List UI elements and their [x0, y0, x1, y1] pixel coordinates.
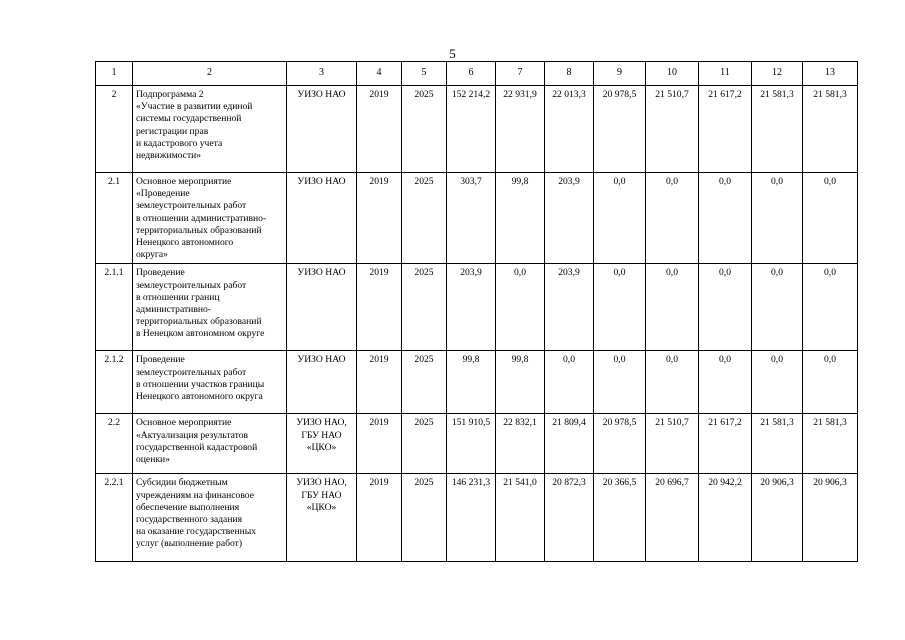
row-value-col7: 21 541,0 — [496, 474, 545, 562]
row-value-col12: 20 906,3 — [752, 474, 803, 562]
row-start-year: 2019 — [357, 414, 402, 474]
row-value-col12: 21 581,3 — [752, 86, 803, 173]
column-header: 8 — [545, 62, 594, 86]
row-name: Подпрограмма 2 «Участие в развитии единой системы государственной регистрации прав и кадастрового учета недвижимости» — [133, 86, 287, 173]
row-executor: УИЗО НАО — [287, 173, 357, 264]
column-header: 11 — [699, 62, 752, 86]
row-value-col6: 146 231,3 — [447, 474, 496, 562]
row-number: 2.2.1 — [96, 474, 133, 562]
row-end-year: 2025 — [402, 264, 447, 351]
row-value-col13: 0,0 — [803, 173, 858, 264]
row-value-col11: 21 617,2 — [699, 414, 752, 474]
row-end-year: 2025 — [402, 474, 447, 562]
row-value-col13: 0,0 — [803, 264, 858, 351]
table-row — [96, 351, 858, 414]
column-number-row — [96, 62, 858, 86]
row-value-col13: 0,0 — [803, 351, 858, 414]
row-executor: УИЗО НАО, ГБУ НАО «ЦКО» — [287, 474, 357, 562]
table-row — [96, 264, 858, 351]
row-value-col8: 21 809,4 — [545, 414, 594, 474]
row-value-col10: 0,0 — [646, 264, 699, 351]
row-name: Проведение землеустроительных работ в отношении границ административно- территориальных образований в Ненецком автономном округе — [133, 264, 287, 351]
row-value-col10: 21 510,7 — [646, 86, 699, 173]
row-number: 2.2 — [96, 414, 133, 474]
row-start-year: 2019 — [357, 474, 402, 562]
column-header: 2 — [133, 62, 287, 86]
column-header: 3 — [287, 62, 357, 86]
row-start-year: 2019 — [357, 86, 402, 173]
row-name: Основное мероприятие «Актуализация результатов государственной кадастровой оценки» — [133, 414, 287, 474]
row-value-col12: 0,0 — [752, 264, 803, 351]
row-value-col9: 20 978,5 — [594, 86, 646, 173]
column-header: 12 — [752, 62, 803, 86]
row-value-col10: 20 696,7 — [646, 474, 699, 562]
row-name: Субсидии бюджетным учреждениям на финансовое обеспечение выполнения государственного задания на оказание государственных услуг (выполнение работ) — [133, 474, 287, 562]
row-number: 2.1.1 — [96, 264, 133, 351]
row-value-col7: 99,8 — [496, 173, 545, 264]
row-end-year: 2025 — [402, 351, 447, 414]
row-value-col10: 21 510,7 — [646, 414, 699, 474]
row-value-col7: 22 832,1 — [496, 414, 545, 474]
row-value-col7: 99,8 — [496, 351, 545, 414]
row-value-col11: 20 942,2 — [699, 474, 752, 562]
row-end-year: 2025 — [402, 414, 447, 474]
row-end-year: 2025 — [402, 173, 447, 264]
row-number: 2 — [96, 86, 133, 173]
row-start-year: 2019 — [357, 264, 402, 351]
column-header: 1 — [96, 62, 133, 86]
row-value-col12: 0,0 — [752, 173, 803, 264]
row-start-year: 2019 — [357, 173, 402, 264]
row-executor: УИЗО НАО — [287, 351, 357, 414]
row-number: 2.1.2 — [96, 351, 133, 414]
row-value-col11: 21 617,2 — [699, 86, 752, 173]
row-value-col11: 0,0 — [699, 173, 752, 264]
row-value-col9: 0,0 — [594, 351, 646, 414]
row-name: Основное мероприятие «Проведение землеустроительных работ в отношении административно- территориальных образований Ненецкого автономного округа» — [133, 173, 287, 264]
row-value-col13: 21 581,3 — [803, 414, 858, 474]
row-value-col9: 20 366,5 — [594, 474, 646, 562]
row-value-col6: 203,9 — [447, 264, 496, 351]
table-row — [96, 474, 858, 562]
row-value-col8: 20 872,3 — [545, 474, 594, 562]
row-value-col13: 20 906,3 — [803, 474, 858, 562]
column-header: 5 — [402, 62, 447, 86]
row-start-year: 2019 — [357, 351, 402, 414]
row-value-col9: 0,0 — [594, 264, 646, 351]
column-header: 9 — [594, 62, 646, 86]
row-value-col6: 151 910,5 — [447, 414, 496, 474]
row-value-col6: 303,7 — [447, 173, 496, 264]
row-executor: УИЗО НАО — [287, 86, 357, 173]
program-table — [95, 61, 858, 562]
row-executor: УИЗО НАО, ГБУ НАО «ЦКО» — [287, 414, 357, 474]
row-number: 2.1 — [96, 173, 133, 264]
column-header: 6 — [447, 62, 496, 86]
row-value-col11: 0,0 — [699, 351, 752, 414]
row-value-col9: 0,0 — [594, 173, 646, 264]
row-value-col10: 0,0 — [646, 173, 699, 264]
column-header: 4 — [357, 62, 402, 86]
page-number: 5 — [449, 46, 456, 61]
table-row — [96, 414, 858, 474]
row-value-col12: 21 581,3 — [752, 414, 803, 474]
column-header: 10 — [646, 62, 699, 86]
row-value-col8: 22 013,3 — [545, 86, 594, 173]
row-value-col7: 22 931,9 — [496, 86, 545, 173]
row-end-year: 2025 — [402, 86, 447, 173]
row-value-col13: 21 581,3 — [803, 86, 858, 173]
column-header: 13 — [803, 62, 858, 86]
row-name: Проведение землеустроительных работ в отношении участков границы Ненецкого автономного округа — [133, 351, 287, 414]
row-value-col6: 152 214,2 — [447, 86, 496, 173]
row-value-col6: 99,8 — [447, 351, 496, 414]
row-executor: УИЗО НАО — [287, 264, 357, 351]
row-value-col8: 0,0 — [545, 351, 594, 414]
table-row — [96, 173, 858, 264]
table-row — [96, 86, 858, 173]
row-value-col10: 0,0 — [646, 351, 699, 414]
row-value-col11: 0,0 — [699, 264, 752, 351]
row-value-col12: 0,0 — [752, 351, 803, 414]
row-value-col8: 203,9 — [545, 173, 594, 264]
row-value-col8: 203,9 — [545, 264, 594, 351]
row-value-col9: 20 978,5 — [594, 414, 646, 474]
row-value-col7: 0,0 — [496, 264, 545, 351]
column-header: 7 — [496, 62, 545, 86]
